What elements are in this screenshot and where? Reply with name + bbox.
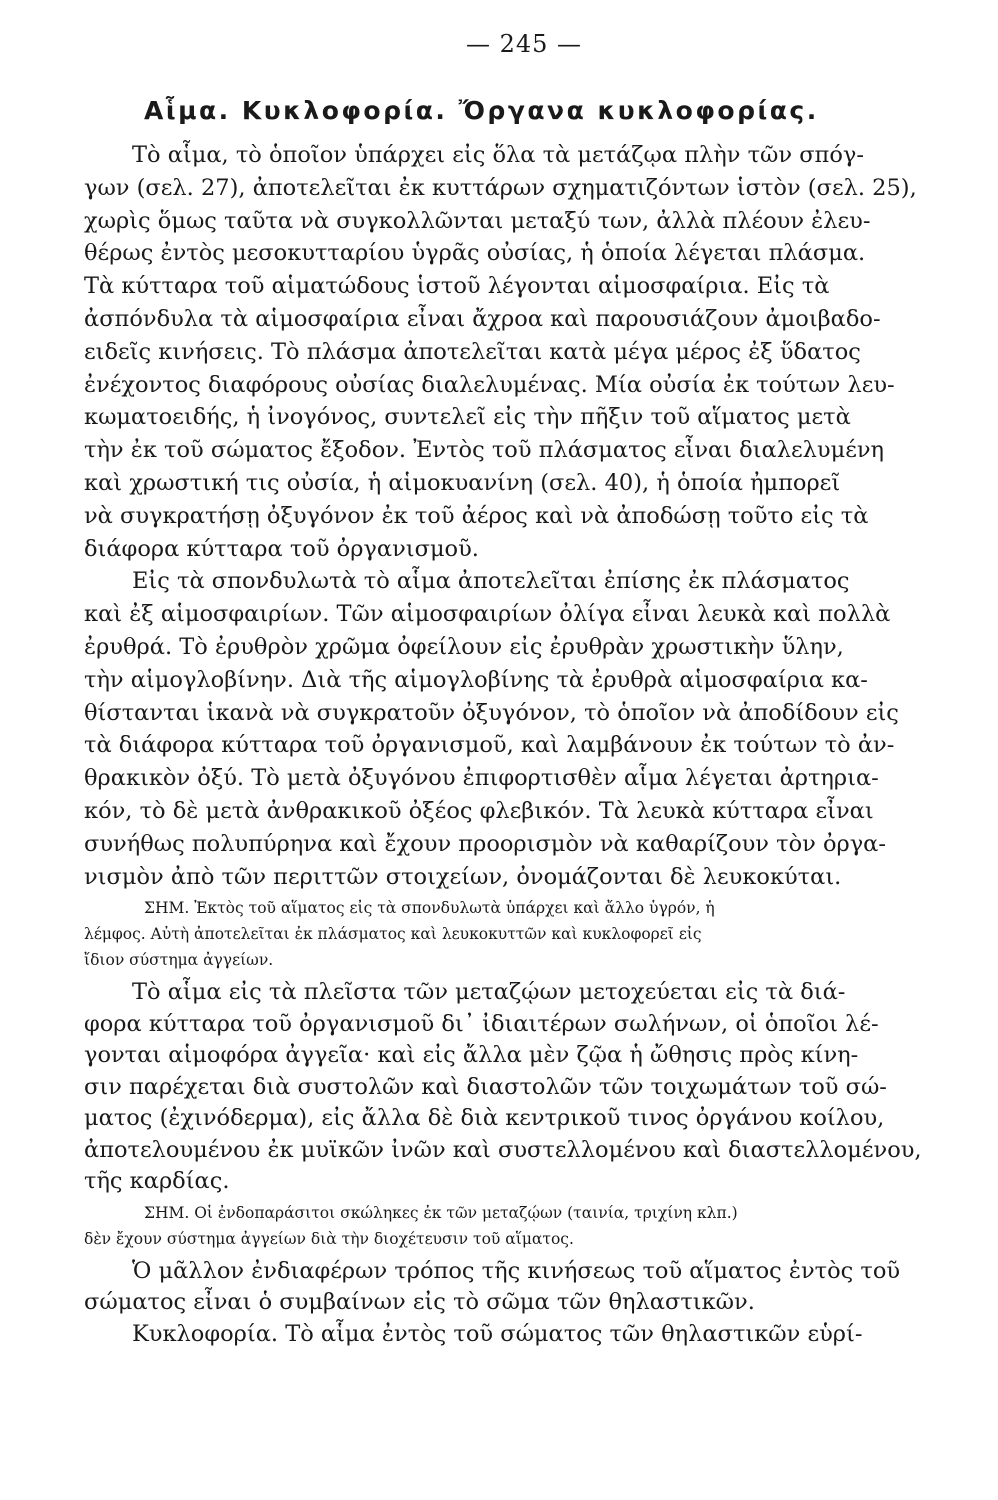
text-line: κόν, τὸ δὲ μετὰ ἀνθρακικοῦ ὀξέος φλεβικόν. Τὰ λευκὰ κύτταρα εἶναι — [84, 797, 874, 824]
paragraph-vessels — [84, 977, 922, 1198]
text-line: σιν παρέχεται διὰ συστολῶν καὶ διαστολῶν τῶν τοιχωμάτων τοῦ σώ- — [84, 1073, 887, 1100]
text-line: θέρως ἐντὸς μεσοκυτταρίου ὑγρᾶς οὐσίας, ἡ ὁποία λέγεται πλάσμα. — [84, 240, 866, 267]
text-line: Εἰς τὰ σπονδυλωτὰ τὸ αἷμα ἀποτελεῖται ἐπίσης ἐκ πλάσματος — [132, 568, 850, 595]
text-line: θρακικὸν ὀξύ. Τὸ μετὰ ὀξυγόνου ἐπιφορτισθὲν αἷμα λέγεται ἀρτηρια- — [84, 765, 879, 792]
text-line: ματος (ἐχινόδερμα), εἰς ἄλλα δὲ διὰ κεντρικοῦ τινος ὀργάνου κοίλου, — [84, 1105, 885, 1132]
text-line: συνήθως πολυπύρηνα καὶ ἔχουν προορισμὸν νὰ καθαρίζουν τὸν ὀργα- — [84, 830, 886, 857]
text-line: καὶ χρωστική τις οὐσία, ἡ αἱμοκυανίνη (σελ. 40), ἡ ὁποία ἠμπορεῖ — [84, 469, 841, 496]
text-line: διάφορα κύτταρα τοῦ ὀργανισμοῦ. — [84, 535, 479, 562]
text-line: τὴν αἱμογλοβίνην. Διὰ τῆς αἱμογλοβίνης τὰ ἐρυθρὰ αἱμοσφαίρια κα- — [84, 666, 868, 693]
text-line: νὰ συγκρατήσῃ ὀξυγόνον ἐκ τοῦ ἀέρος καὶ νὰ ἀποδώσῃ τοῦτο εἰς τὰ — [84, 502, 869, 529]
text-line: τὴν ἐκ τοῦ σώματος ἔξοδον. Ἐντὸς τοῦ πλάσματος εἶναι διαλελυμένη — [84, 437, 885, 464]
text-line: νισμὸν ἀπὸ τῶν περιττῶν στοιχείων, ὀνομάζονται δὲ λευκοκύται. — [84, 863, 842, 890]
text-line: ειδεῖς κινήσεις. Τὸ πλάσμα ἀποτελεῖται κατὰ μέγα μέρος ἐξ ὕδατος — [84, 338, 861, 365]
text-line: καὶ ἐξ αἱμοσφαιρίων. Τῶν αἱμοσφαιρίων ὀλίγα εἶναι λευκὰ καὶ πολλὰ — [84, 601, 891, 628]
note-line: λέμφος. Αὐτὴ ἀποτελεῖται ἐκ πλάσματος καὶ λευκοκυττῶν καὶ κυκλοφορεῖ εἰς — [84, 925, 702, 944]
text-line: Κυκλοφορία. Τὸ αἷμα ἐντὸς τοῦ σώματος τῶν θηλαστικῶν εὑρί- — [132, 1320, 863, 1347]
text-line: κωματοειδής, ἡ ἰνογόνος, συντελεῖ εἰς τὴν πῆξιν τοῦ αἵματος μετὰ — [84, 404, 851, 431]
text-line: ἀποτελουμένου ἐκ μυϊκῶν ἰνῶν καὶ συστελλομένου καὶ διαστελλομένου, — [84, 1136, 922, 1163]
paragraph-vertebrates — [84, 565, 914, 893]
text-line: Ὁ μᾶλλον ἐνδιαφέρων τρόπος τῆς κινήσεως τοῦ αἵματος ἐντὸς τοῦ — [132, 1257, 901, 1284]
text-line: ἐρυθρά. Τὸ ἐρυθρὸν χρῶμα ὀφείλουν εἰς ἐρυθρὰν χρωστικὴν ὕλην, — [84, 633, 844, 660]
paragraph-mammals — [84, 1256, 914, 1319]
text-line: χωρὶς ὅμως ταῦτα νὰ συγκολλῶνται μεταξύ των, ἀλλὰ πλέουν ἐλευ- — [84, 207, 871, 234]
text-line: Τὰ κύτταρα τοῦ αἱματώδους ἱστοῦ λέγονται αἱμοσφαίρια. Εἰς τὰ — [84, 273, 830, 300]
text-line: ἀσπόνδυλα τὰ αἱμοσφαίρια εἶναι ἄχροα καὶ παρουσιάζουν ἀμοιβαδο- — [84, 305, 881, 332]
note-line: ΣΗΜ. Ἐκτὸς τοῦ αἵματος εἰς τὰ σπονδυλωτὰ ὑπάρχει καὶ ἄλλο ὑγρόν, ἡ — [144, 899, 715, 918]
note-line: ΣΗΜ. Οἱ ἐνδοπαράσιτοι σκώληκες ἐκ τῶν μεταζῴων (ταινία, τριχίνη κλπ.) — [144, 1203, 738, 1222]
section-heading: Αἷμα. Κυκλοφορία. Ὄργανα κυκλοφορίας. — [144, 96, 819, 125]
note-line: δὲν ἔχουν σύστημα ἀγγείων διὰ τὴν διοχέτευσιν τοῦ αἵματος. — [84, 1229, 574, 1248]
footnote-parasites — [84, 1200, 914, 1252]
text-line: γων (σελ. 27), ἀποτελεῖται ἐκ κυττάρων σχηματιζόντων ἱστὸν (σελ. 25), — [84, 174, 917, 201]
text-line: γονται αἱμοφόρα ἀγγεῖα· καὶ εἰς ἄλλα μὲν ζῷα ἡ ὤθησις πρὸς κίνη- — [84, 1042, 859, 1069]
text-line: τὰ διάφορα κύτταρα τοῦ ὀργανισμοῦ, καὶ λαμβάνουν ἐκ τούτων τὸ ἀν- — [84, 732, 895, 759]
page-number: — 245 — — [465, 30, 583, 58]
paragraph-blood — [84, 139, 917, 565]
paragraph-circulation — [84, 1319, 914, 1351]
text-line: Τὸ αἷμα εἰς τὰ πλεῖστα τῶν μεταζῴων μετοχεύεται εἰς τὰ διά- — [132, 979, 846, 1006]
footnote-lymph — [84, 895, 914, 973]
text-line: φορα κύτταρα τοῦ ὀργανισμοῦ δι᾽ ἰδιαιτέρων σωλήνων, οἱ ὁποῖοι λέ- — [84, 1010, 879, 1037]
note-line: ἴδιον σύστημα ἀγγείων. — [84, 951, 274, 970]
text-line: θίστανται ἱκανὰ νὰ συγκρατοῦν ὀξυγόνον, τὸ ὁποῖον νὰ ἀποδίδουν εἰς — [84, 699, 899, 726]
text-line: τῆς καρδίας. — [84, 1168, 230, 1195]
text-line: σώματος εἶναι ὁ συμβαίνων εἰς τὸ σῶμα τῶν θηλαστικῶν. — [84, 1289, 755, 1316]
text-line: Τὸ αἷμα, τὸ ὁποῖον ὑπάρχει εἰς ὅλα τὰ μετάζῳα πλὴν τῶν σπόγ- — [132, 142, 864, 168]
text-line: ἐνέχοντος διαφόρους οὐσίας διαλελυμένας. Μία οὐσία ἐκ τούτων λευ- — [84, 371, 895, 398]
